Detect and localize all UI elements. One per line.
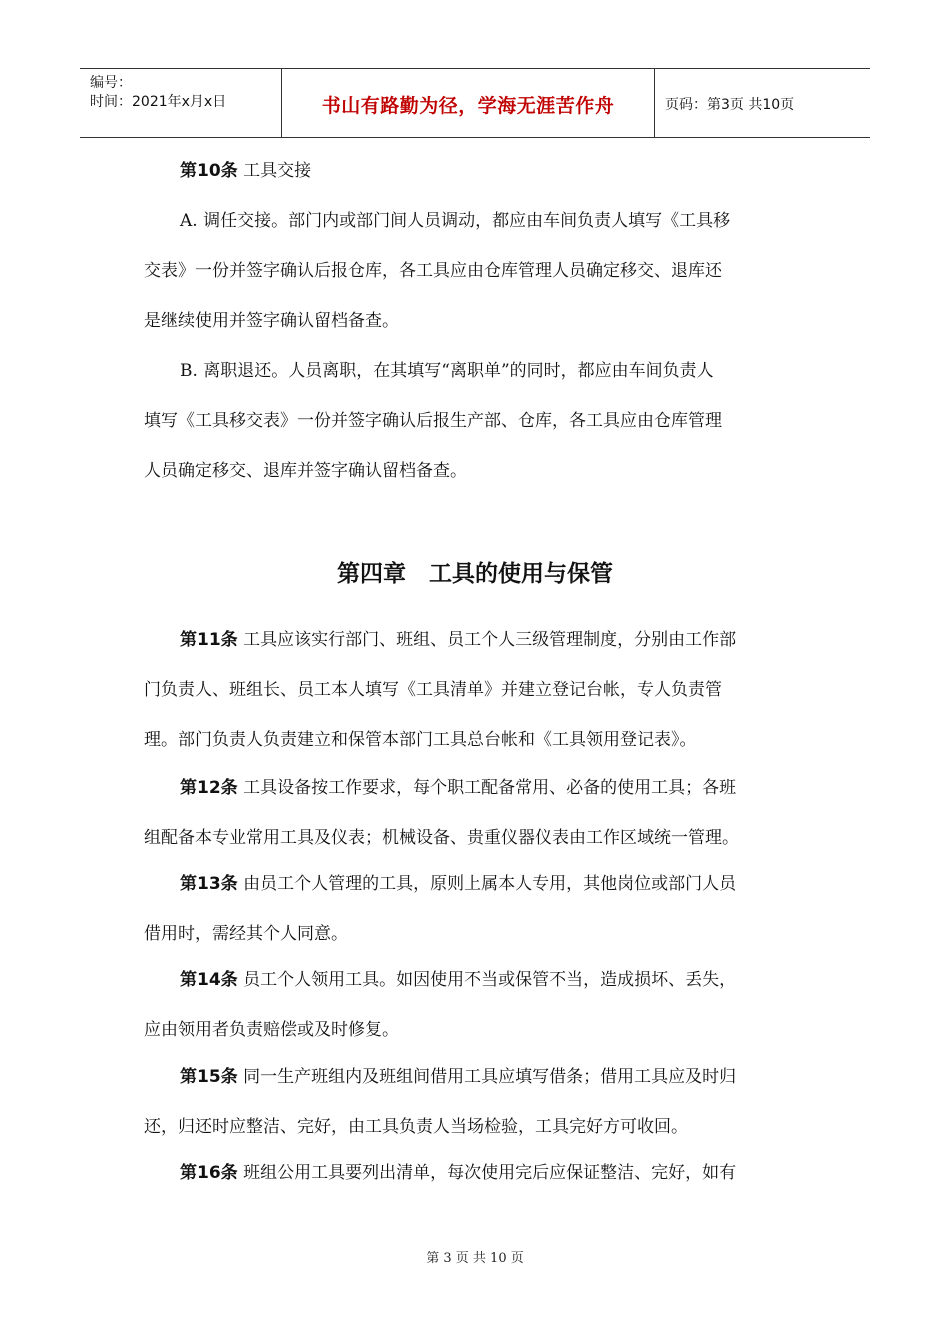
header-meta-cell — [80, 69, 282, 137]
article-number: 第13条 — [180, 874, 238, 894]
article-text: 借用时，需经其个人同意。 — [144, 924, 348, 944]
article-12 — [144, 763, 814, 863]
header-page-number: 页码：第3页 共10页 — [665, 97, 795, 113]
header-table — [80, 68, 870, 138]
article-text: 班组公用工具要列出清单，每次使用完后应保证整洁、完好，如有 — [243, 1163, 737, 1183]
article-10-a-line: 交表》一份并签字确认后报仓库，各工具应由仓库管理人员确定移交、退库还 — [144, 261, 722, 281]
article-10 — [144, 146, 814, 496]
article-16 — [144, 1148, 814, 1198]
page-footer: 第 3 页 共 10 页 — [426, 1251, 524, 1266]
article-text: 员工个人领用工具。如因使用不当或保管不当，造成损坏、丢失， — [243, 970, 737, 990]
article-text: 同一生产班组内及班组间借用工具应填写借条；借用工具应及时归 — [243, 1067, 737, 1087]
article-number: 第11条 — [180, 630, 238, 650]
article-number: 第10条 — [180, 161, 238, 181]
article-text: 应由领用者负责赔偿或及时修复。 — [144, 1020, 399, 1040]
article-number: 第16条 — [180, 1163, 238, 1183]
document-number: 编号： — [90, 75, 132, 91]
article-10-a-line: A. 调任交接。部门内或部门间人员调动，都应由车间负责人填写《工具移 — [180, 211, 731, 231]
chapter-title: 第四章 工具的使用与保管 — [337, 561, 613, 587]
article-11 — [144, 615, 814, 765]
article-14 — [144, 955, 814, 1055]
article-number: 第12条 — [180, 778, 238, 798]
article-15 — [144, 1052, 814, 1152]
article-text: 理。部门负责人负责建立和保管本部门工具总台帐和《工具领用登记表》。 — [144, 730, 697, 750]
header-motto-cell — [282, 69, 655, 137]
article-text: 由员工个人管理的工具，原则上属本人专用，其他岗位或部门人员 — [243, 874, 737, 894]
article-text: 门负责人、班组长、员工本人填写《工具清单》并建立登记台帐，专人负责管 — [144, 680, 722, 700]
article-number: 第14条 — [180, 970, 238, 990]
article-text: 工具设备按工作要求，每个职工配备常用、必备的使用工具；各班 — [243, 778, 737, 798]
article-title: 工具交接 — [243, 161, 312, 181]
article-10-b-line: B. 离职退还。人员离职，在其填写“离职单”的同时，都应由车间负责人 — [180, 361, 714, 381]
article-text: 组配备本专业常用工具及仪表；机械设备、贵重仪器仪表由工作区域统一管理。 — [144, 828, 739, 848]
article-number: 第15条 — [180, 1067, 238, 1087]
article-10-a-line: 是继续使用并签字确认留档备查。 — [144, 311, 399, 331]
article-text: 还，归还时应整洁、完好，由工具负责人当场检验，工具完好方可收回。 — [144, 1117, 688, 1137]
document-date: 时间：2021年x月x日 — [90, 94, 227, 110]
article-10-b-line: 人员确定移交、退库并签字确认留档备查。 — [144, 461, 467, 481]
article-10-b-line: 填写《工具移交表》一份并签字确认后报生产部、仓库，各工具应由仓库管理 — [144, 411, 722, 431]
header-motto: 书山有路勤为径，学海无涯苦作舟 — [321, 95, 615, 117]
article-13 — [144, 859, 814, 959]
header-page-cell — [655, 69, 870, 137]
article-text: 工具应该实行部门、班组、员工个人三级管理制度，分别由工作部 — [243, 630, 737, 650]
